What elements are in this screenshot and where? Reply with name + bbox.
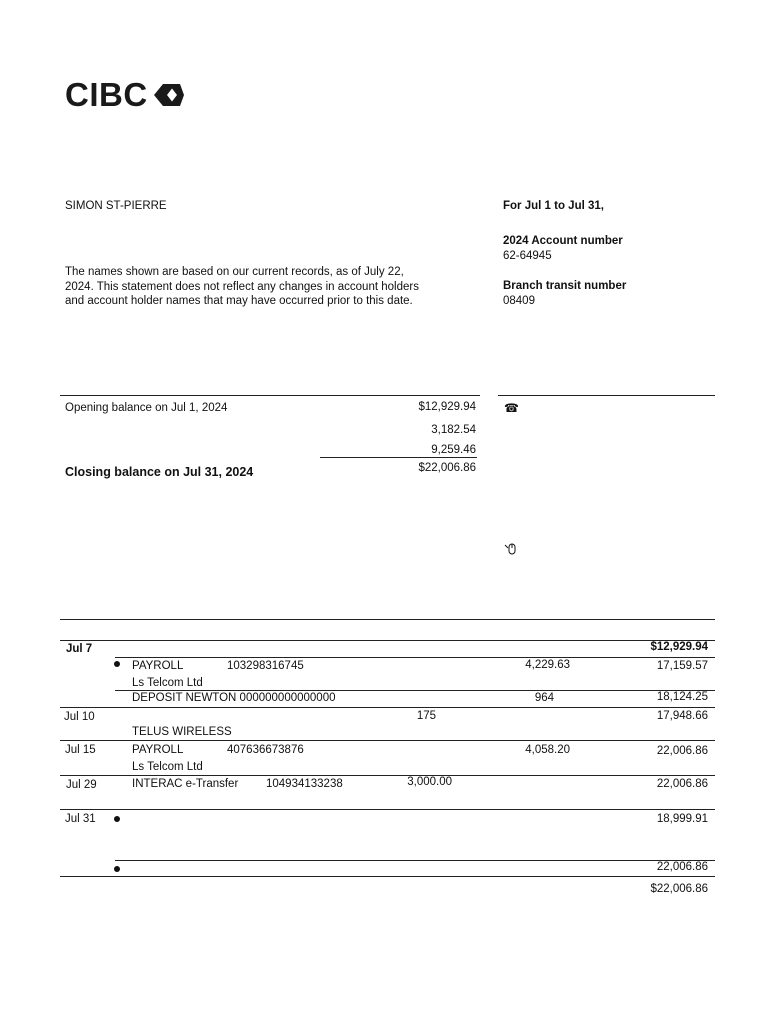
phone-icon: ☎ <box>504 401 519 415</box>
row-balance: 22,006.86 <box>656 778 708 790</box>
row-rule <box>60 809 715 810</box>
section-rule <box>60 619 715 620</box>
row-description: PAYROLL <box>132 744 184 756</box>
row-subdescription: Ls Telcom Ltd <box>132 677 203 689</box>
bullet-icon <box>114 661 120 667</box>
row-balance: 18,999.91 <box>656 813 708 825</box>
final-balance: $22,006.86 <box>650 883 708 895</box>
summary-line-2-value: 3,182.54 <box>431 424 476 436</box>
row-date: Jul 31 <box>65 813 96 825</box>
mouse-icon <box>504 542 517 557</box>
cibc-chevron-icon <box>150 80 184 110</box>
summary-line-3-value: 9,259.46 <box>431 444 476 456</box>
logo-wordmark: CIBC <box>65 76 148 113</box>
row-balance: $12,929.94 <box>650 641 708 653</box>
account-number-label: 2024 Account number <box>503 235 623 247</box>
summary-top-rule <box>60 395 480 396</box>
row-rule <box>60 707 715 708</box>
row-withdrawal: 175 <box>416 710 436 722</box>
row-description: DEPOSIT NEWTON 000000000000000 <box>132 692 336 704</box>
row-rule <box>115 657 715 658</box>
row-balance: 22,006.86 <box>656 745 708 757</box>
row-reference: 407636673876 <box>227 744 304 756</box>
closing-balance-value: $22,006.86 <box>418 462 476 474</box>
row-date: Jul 10 <box>64 711 95 723</box>
row-date: Jul 15 <box>65 744 96 756</box>
account-holder-name: SIMON ST-PIERRE <box>65 200 167 212</box>
row-date: Jul 29 <box>66 779 97 791</box>
bullet-icon <box>114 816 120 822</box>
branch-transit-label: Branch transit number <box>503 280 627 292</box>
row-description: PAYROLL <box>132 660 184 672</box>
names-disclaimer: The names shown are based on our current records, as of July 22, 2024. This statement does not reflect any changes in account holders and account holder names that may have occurred prior to this date. <box>65 266 419 307</box>
row-balance: 17,948.66 <box>656 710 708 722</box>
row-subdescription: Ls Telcom Ltd <box>132 761 203 773</box>
row-reference: 104934133238 <box>266 778 343 790</box>
opening-balance-label: Opening balance on Jul 1, 2024 <box>65 402 228 414</box>
row-balance: 17,159.57 <box>656 660 708 672</box>
statement-period: For Jul 1 to Jul 31, <box>503 200 604 212</box>
row-subdescription: TELUS WIRELESS <box>132 726 232 738</box>
branch-transit-number: 08409 <box>503 295 535 307</box>
row-rule <box>60 740 715 741</box>
row-balance: 18,124.25 <box>656 691 708 703</box>
row-description: INTERAC e-Transfer <box>132 778 239 790</box>
closing-balance-label: Closing balance on Jul 31, 2024 <box>65 465 254 479</box>
table-bottom-rule <box>60 876 715 877</box>
opening-balance-value: $12,929.94 <box>418 401 476 413</box>
row-withdrawal: 3,000.00 <box>407 776 452 788</box>
row-deposit: 4,058.20 <box>525 744 570 756</box>
cibc-logo <box>65 78 184 111</box>
contact-top-rule <box>498 395 715 396</box>
row-deposit: 4,229.63 <box>525 659 570 671</box>
row-date: Jul 7 <box>66 643 93 655</box>
account-number: 62-64945 <box>503 250 552 262</box>
row-balance: 22,006.86 <box>656 861 708 873</box>
summary-subtotal-rule <box>320 457 477 458</box>
row-deposit: 964 <box>534 692 554 704</box>
row-reference: 103298316745 <box>227 660 304 672</box>
bullet-icon <box>114 866 120 872</box>
